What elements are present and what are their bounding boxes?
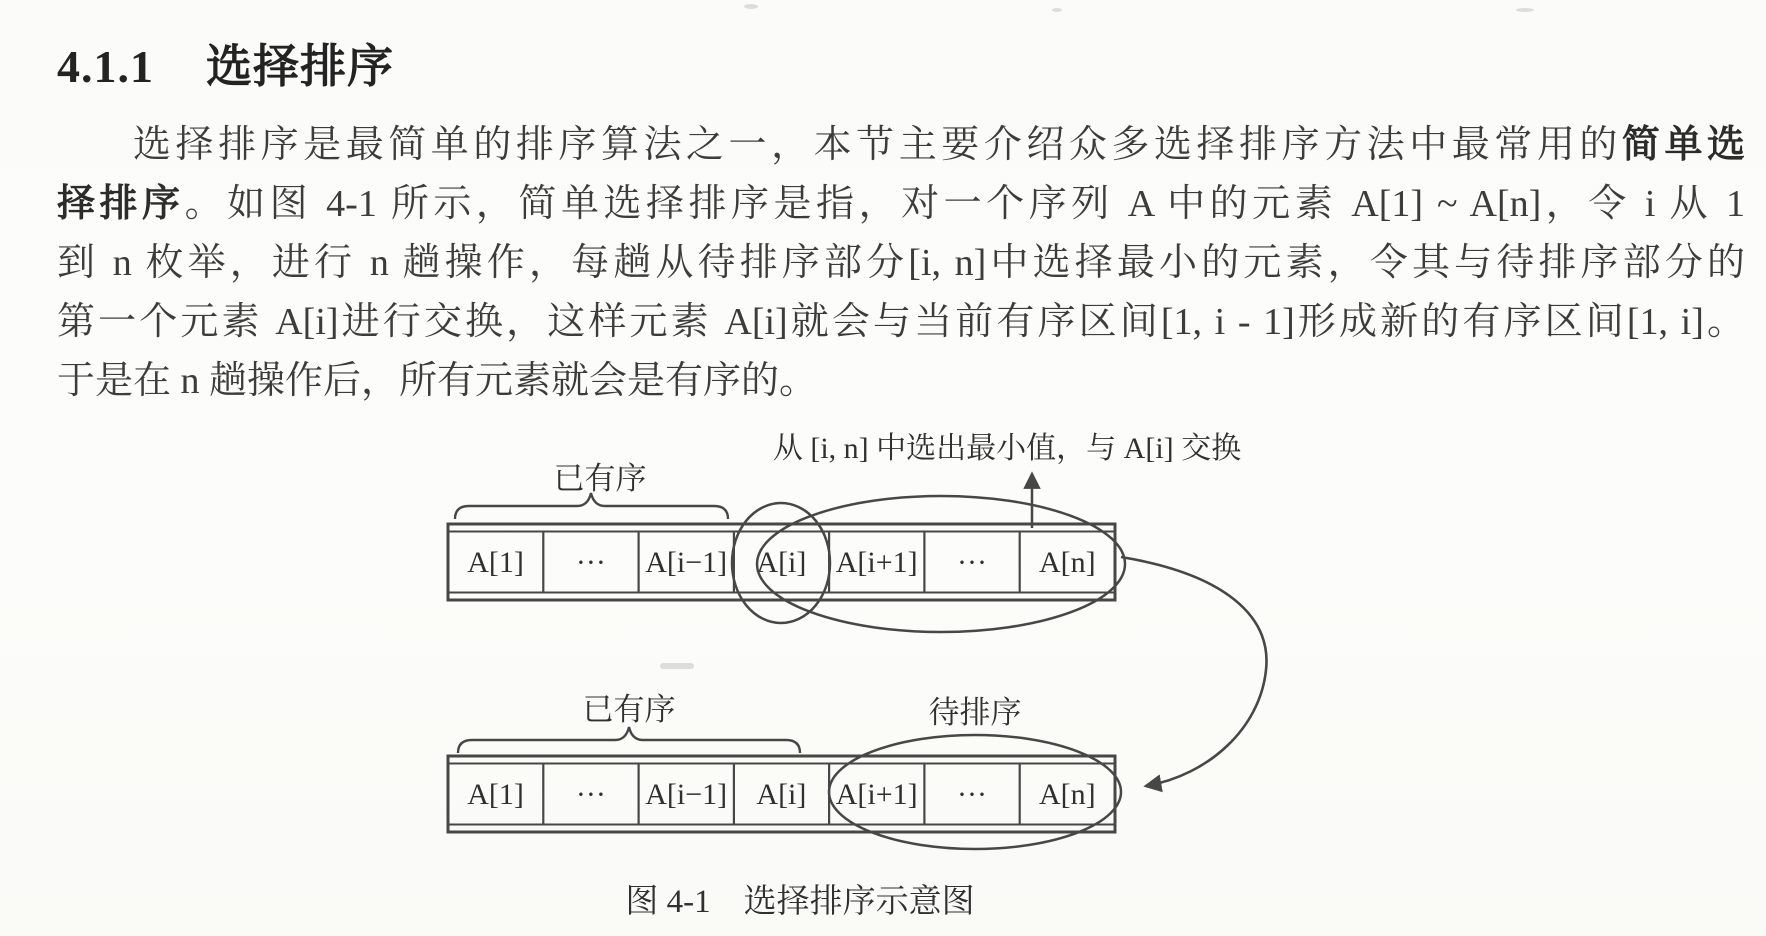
scan-speck bbox=[1516, 8, 1534, 12]
row2-sorted-brace bbox=[458, 727, 800, 753]
row1-sorted-label: 已有序 bbox=[553, 461, 647, 496]
array-cell-label: ··· bbox=[957, 778, 987, 811]
scan-speck bbox=[744, 4, 758, 9]
array-cell-label: A[i] bbox=[756, 778, 807, 811]
paragraph-line-2-text: 。如图 4-1 所示，简单选择排序是指，对一个序列 A 中的元素 A[1] ~ A[n]，令 i 从 1 bbox=[184, 183, 1745, 225]
paragraph-line-2 bbox=[57, 175, 1745, 234]
figure-caption: 图 4-1 选择排序示意图 bbox=[625, 884, 975, 920]
array-cell-label: A[i−1] bbox=[645, 546, 728, 579]
body-paragraph bbox=[57, 116, 1745, 411]
scan-speck bbox=[1052, 8, 1062, 12]
array-cell-label: ··· bbox=[957, 546, 987, 579]
paragraph-line-3: 到 n 枚举，进行 n 趟操作，每趟从待排序部分[i, n]中选择最小的元素，令其与待排序部分的 bbox=[57, 242, 1745, 284]
row2-sorted-label: 已有序 bbox=[582, 692, 676, 727]
array-cell-label: ··· bbox=[575, 778, 606, 811]
swap-curve-arrow-icon bbox=[1121, 557, 1266, 786]
array-cell-label: A[1] bbox=[467, 546, 524, 579]
array-row-2-labels bbox=[467, 778, 1095, 811]
paragraph-line-4: 第一个元素 A[i]进行交换，这样元素 A[i]就会与当前有序区间[1, i - 1]形成新的有序区间[1, i]。 bbox=[57, 301, 1745, 343]
row2-unsorted-label: 待排序 bbox=[928, 695, 1022, 730]
array-cell-label: A[i+1] bbox=[835, 546, 918, 579]
array-cell-label: A[n] bbox=[1038, 546, 1096, 579]
figure-4-1-diagram bbox=[0, 415, 1766, 936]
paragraph-line-2-emphasis: 择排序 bbox=[57, 183, 185, 225]
paragraph-line-1 bbox=[57, 116, 1745, 175]
paragraph-line-1-text: 选择排序是最简单的排序算法之一，本节主要介绍众多选择排序方法中最常用的 bbox=[133, 124, 1622, 166]
array-cell-label: A[i] bbox=[756, 546, 807, 579]
section-title: 选择排序 bbox=[206, 41, 394, 92]
array-cell-label: A[i+1] bbox=[835, 778, 918, 811]
array-cell-label: A[i−1] bbox=[645, 778, 728, 811]
array-cell-label: ··· bbox=[575, 546, 606, 579]
array-cell-label: A[n] bbox=[1038, 778, 1096, 811]
array-row-1-labels bbox=[467, 546, 1095, 579]
section-heading bbox=[57, 30, 394, 96]
row1-sorted-brace bbox=[455, 493, 728, 519]
figure-annotation: 从 [i, n] 中选出最小值，与 A[i] 交换 bbox=[772, 432, 1242, 465]
paragraph-line-5: 于是在 n 趟操作后，所有元素就会是有序的。 bbox=[57, 360, 818, 402]
array-cell-label: A[1] bbox=[467, 778, 524, 811]
section-number: 4.1.1 bbox=[57, 41, 154, 92]
paragraph-line-1-emphasis: 简单选 bbox=[1621, 124, 1745, 166]
